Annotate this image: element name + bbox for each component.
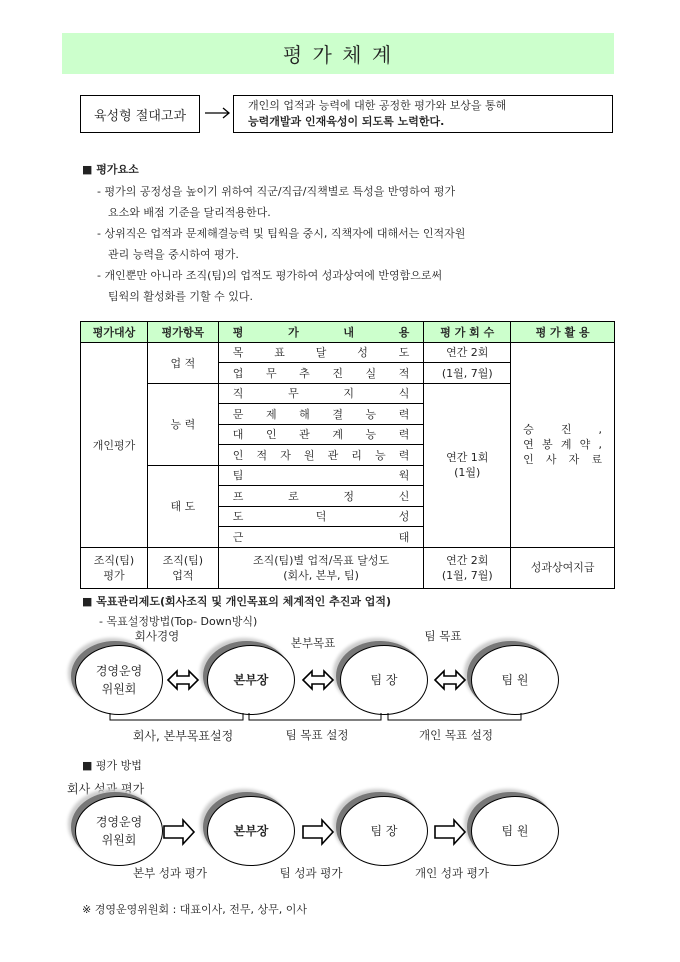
org-freq-line: (1월, 7월)	[441, 568, 493, 582]
target-cell: 개인평가	[81, 342, 148, 547]
content-cell: 문 제 해 결 능 력	[218, 404, 424, 425]
content-cell: 프 로 정 신	[218, 486, 424, 507]
header-cell: 평가대상	[81, 322, 148, 343]
page-title: 평 가 체 계	[62, 33, 614, 74]
usage-line: 승 진 ,	[523, 423, 602, 436]
freq-cell: 연간 2회	[424, 342, 511, 363]
bottom-label: 개인 목표 설정	[419, 728, 493, 742]
content-cell: 업 무 추 진 실 적	[218, 363, 424, 384]
section-heading-mbo: ■ 목표관리제도(회사조직 및 개인목표의 체계적인 추진과 업적)	[82, 595, 392, 608]
node-team-member: 팀 원	[471, 796, 559, 866]
node-label: 경영운영	[95, 815, 143, 829]
item-cell: 태 도	[147, 465, 218, 547]
content-cell: 도 덕 성	[218, 506, 424, 527]
content-cell: 직 무 지 식	[218, 383, 424, 404]
right-block-arrow-icon	[163, 819, 195, 845]
bottom-label: 팀 목표 설정	[285, 728, 349, 742]
principle-box: 육성형 절대고과	[80, 95, 200, 133]
item-cell: 업 적	[147, 342, 218, 383]
node-label: 위원회	[101, 682, 137, 696]
usage-line: 연 봉 계 약 ,	[523, 438, 602, 451]
right-block-arrow-icon	[434, 819, 466, 845]
content-cell: 근 태	[218, 527, 424, 548]
freq-cell: (1월, 7월)	[424, 363, 511, 384]
item-cell: 능 력	[147, 383, 218, 465]
content-cell: 대 인 관 계 능 력	[218, 424, 424, 445]
node-label: 위원회	[101, 833, 137, 847]
elements-line: - 상위직은 업적과 문제해결능력 및 팀웍을 중시, 직책자에 대해서는 인적자원	[97, 227, 466, 240]
elements-line: - 평가의 공정성을 높이기 위하여 직군/직급/직책별로 특성을 반영하여 평가	[97, 185, 456, 198]
elements-line: 요소와 배점 기준을 달리적용한다.	[108, 206, 271, 219]
elements-line: 팀웍의 활성화를 기할 수 있다.	[108, 290, 253, 303]
org-item-line: 조직(팀)	[162, 553, 204, 567]
org-freq-line: 연간 2회	[446, 553, 489, 567]
header-cell: 평 가 내 용	[218, 322, 424, 343]
node-team-leader: 팀 장	[340, 796, 428, 866]
top-label: 팀 목표	[424, 629, 462, 643]
right-block-arrow-icon	[302, 819, 334, 845]
header-cell: 평가항목	[147, 322, 218, 343]
freq-line: 연간 1회	[446, 451, 489, 464]
content-cell: 팀 웍	[218, 465, 424, 486]
node-division-head: 본부장	[207, 645, 295, 715]
node-label: 경영운영	[95, 664, 143, 678]
bottom-label: 팀 성과 평가	[279, 866, 343, 880]
org-item-line: 업적	[172, 568, 194, 582]
bottom-label: 본부 성과 평가	[133, 866, 207, 880]
header-cell: 평 가 활 용	[511, 322, 615, 343]
principle-line: 능력개발과 인재육성이 되도록 노력한다.	[248, 115, 445, 128]
company-eval-label: 회사 성과 평가	[67, 782, 145, 796]
section-heading-elements: ■ 평가요소	[82, 163, 139, 176]
section-heading-method: ■ 평가 방법	[82, 759, 142, 772]
node-team-leader: 팀 장	[340, 645, 428, 715]
top-label: 본부목표	[290, 636, 336, 650]
usage-cell: 성과상여지급	[511, 547, 615, 588]
bottom-label: 개인 성과 평가	[415, 866, 489, 880]
principle-line: 개인의 업적과 능력에 대한 공정한 평가와 보상을 통해	[248, 99, 507, 112]
org-content-line: (회사, 본부, 팀)	[283, 568, 359, 582]
node-committee	[75, 796, 163, 866]
top-label: 회사경영	[134, 629, 180, 643]
content-cell: 목 표 달 성 도	[218, 342, 424, 363]
node-division-head: 본부장	[207, 796, 295, 866]
elements-line: - 개인뿐만 아니라 조직(팀)의 업적도 평가하여 성과상여에 반영함으로써	[97, 269, 443, 282]
org-target-line: 조직(팀)	[93, 553, 135, 567]
header-cell: 평 가 회 수	[424, 322, 511, 343]
bottom-label: 회사, 본부목표설정	[132, 729, 234, 743]
freq-line: (1월)	[454, 466, 481, 479]
node-team-member: 팀 원	[471, 645, 559, 715]
footnote: ※ 경영운영위원회 : 대표이사, 전무, 상무, 이사	[82, 903, 308, 916]
usage-line: 인 사 자 료	[523, 453, 602, 466]
org-content-line: 조직(팀)별 업적/목표 달성도	[252, 553, 390, 567]
elements-line: 관리 능력을 중시하여 평가.	[108, 248, 239, 261]
mbo-subheading: - 목표설정방법(Top- Down방식)	[99, 615, 258, 628]
content-cell: 인 적 자 원 관 리 능 력	[218, 445, 424, 466]
org-target-line: 평가	[103, 568, 125, 582]
